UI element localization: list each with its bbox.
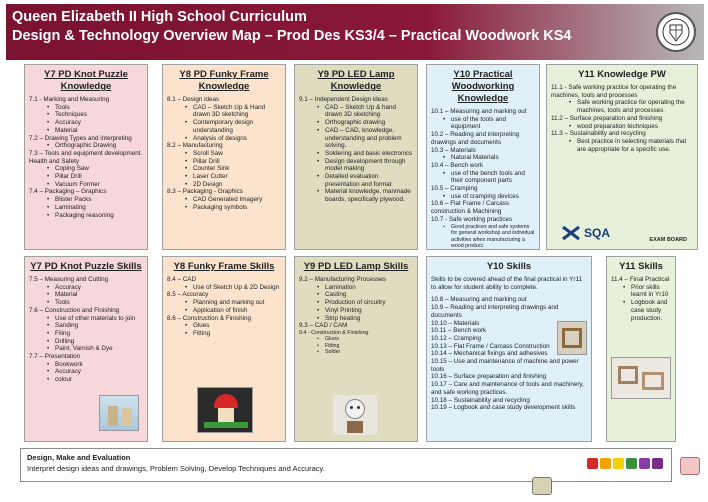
list-item: • Filing (29, 330, 143, 338)
subject-badge-icon (613, 458, 624, 469)
final-practical-photo (611, 357, 671, 399)
list-item: 10.4 – Bench work (431, 161, 484, 169)
list-item: 10.2 – Reading and interpreting drawings and documents (431, 131, 520, 146)
subject-badge-icon (626, 458, 637, 469)
y10-skills-card (426, 256, 592, 442)
list-item: • Glues (299, 336, 413, 343)
list-item: 11.4 – Final Practical (611, 276, 670, 283)
sqa-cross-icon (561, 225, 581, 241)
list-item: • CAD Generated Imagery (167, 196, 281, 204)
list-item: • Logbook and case study production. (611, 299, 671, 322)
subject-badge-icon (652, 458, 663, 469)
card-title: Y10 Skills (486, 261, 532, 272)
list-item: • Good practices and safe systems for general workshop and individual activities when manufacturing a wood product. (431, 224, 535, 250)
list-item: • Vacuum Former (29, 181, 143, 189)
list-item: • Best practice in selecting materials that are appropriate for a specific use. (551, 138, 693, 153)
list-item: • colour (29, 376, 143, 384)
list-item: 10.18 – Sustainability and recycling (431, 396, 530, 404)
list-item: • Casting (299, 291, 413, 299)
card-title: Y9 PD LED Lamp Knowledge (317, 69, 395, 92)
list-item: • Soldering and basic electronics (299, 150, 413, 158)
page-header (6, 4, 704, 60)
list-item: 10.7 - Safe working practices (431, 215, 513, 223)
list-item: 10.13 – Flat Frame / Carcass Construction (431, 342, 550, 350)
pink-square-icon (680, 457, 700, 475)
list-item: • Blister Packs (29, 196, 143, 204)
list-item: • Scroll Saw (167, 150, 281, 158)
list-item: 10.3 – Materials (431, 146, 476, 154)
list-item: 9.2 – Manufacturing Processes (299, 276, 386, 283)
list-item: • Orthographic Drawing (29, 142, 143, 150)
card-body (551, 84, 693, 153)
footer-panel (20, 448, 672, 482)
list-item: 10.19 – Logbook and case study development skills (431, 404, 576, 412)
list-item: • Detailed evaluation presentation and format (299, 173, 413, 188)
list-item: • Tools (29, 104, 143, 112)
list-item: 11.1 - Safe working practice for operating the machines, tools and processes (551, 84, 677, 99)
y9-knowledge-card (294, 64, 418, 250)
list-item: 7.1 - Marking and Measuring (29, 96, 110, 103)
y9-skills-card (294, 256, 418, 442)
list-item: • Laminating (29, 204, 143, 212)
subject-badge-icon (639, 458, 650, 469)
card-title: Y9 PD LED Lamp Skills (303, 261, 409, 272)
badge-row (587, 458, 663, 469)
list-item: • Safe working practice for operating the machines, tools and processes (551, 99, 693, 114)
card-title: Y7 PD Knot Puzzle Skills (30, 261, 142, 272)
list-item: • Laser Cutter (167, 173, 281, 181)
list-item: • Material (29, 291, 143, 299)
list-item: • CAD – Sketch Up & Hand drawn 3D sketching (167, 104, 281, 119)
list-item: 9.4 - Construction & Finishing (299, 329, 369, 336)
list-item: • CAD – CAD, knowledge, understanding and problem solving. (299, 127, 413, 150)
subject-badge-icon (600, 458, 611, 469)
list-item: 8.4 – CAD (167, 276, 197, 283)
list-item: 10.17 – Care and maintenance of tools and machinery, and safe working practices. (431, 381, 584, 396)
card-title: Y8 PD Funky Frame Knowledge (179, 69, 269, 92)
card-body (167, 96, 281, 212)
list-item: • Production of circuitry (299, 299, 413, 307)
list-item: • Sanding (29, 322, 143, 330)
card-body (299, 276, 413, 356)
list-item: • use of the tools and equipment (431, 116, 535, 131)
subject-badge-icon (587, 458, 598, 469)
card-body (29, 96, 143, 219)
sqa-logo (561, 225, 610, 241)
list-item: 8.6 – Construction & Finishing (167, 314, 252, 322)
list-item: • Drilling (29, 338, 143, 346)
list-item: • Glues (167, 322, 281, 330)
list-item: • Strip heating (299, 315, 413, 323)
list-item: • Material (29, 127, 143, 135)
list-item: 7.7 – Presentation (29, 353, 81, 361)
page-subtitle: Design & Technology Overview Map – Prod Des KS3/4 – Practical Woodwork KS4 (12, 28, 572, 44)
list-item: 8.5 – Accuracy (167, 291, 209, 299)
olive-square-icon (532, 477, 552, 495)
list-item: • Contemporary design understanding (167, 119, 281, 134)
list-item: • use of the bench tools and their component parts (431, 170, 535, 185)
sqa-text: SQA (584, 226, 611, 240)
list-item: 7.6 – Construction and Finishing (29, 306, 120, 314)
card-body (29, 276, 143, 384)
list-item: • Natural Materials (431, 154, 535, 162)
list-item: • Accuracy (29, 368, 143, 376)
card-title: Y11 Knowledge PW (578, 69, 666, 80)
list-item: 11.2 – Surface preparation and finishing (551, 114, 663, 122)
funky-frame-photo (197, 387, 253, 433)
list-item: • use of cramping devices (431, 193, 535, 201)
footer-description: Interpret design ideas and drawings, Problem Solving, Develop Techniques and Accuracy. (27, 464, 325, 473)
list-item: 11.3 – Sustainability and recycling (551, 130, 646, 138)
list-item: 7.5 – Measuring and Cutting (29, 276, 109, 283)
list-item: 9.3 – CAD / CAM (299, 322, 348, 330)
list-item: • Vinyl Printing (299, 307, 413, 315)
card-title: Y10 Practical Woodworking Knowledge (451, 69, 515, 104)
list-item: • Fitting (299, 343, 413, 350)
knot-puzzle-photo (99, 395, 139, 431)
list-item: • Prior skills learnt in Yr10 (611, 284, 671, 299)
list-item: • Analysis of designs (167, 135, 281, 143)
list-item: 10.11 – Bench work (431, 327, 487, 335)
card-body (611, 276, 671, 322)
list-item: 9.1 – Independent Design ideas (299, 96, 388, 103)
list-item: • Accuracy (29, 119, 143, 127)
list-item: • 2D Design (167, 181, 281, 189)
list-item: • Use of Sketch Up & 2D Design (167, 284, 281, 292)
exam-board-label: EXAM BOARD (649, 237, 687, 243)
list-item: • Accuracy (29, 284, 143, 292)
card-body (167, 276, 281, 338)
list-item: • Material knowledge, manmade boards, specifically plywood. (299, 188, 413, 203)
y8-knowledge-card (162, 64, 286, 250)
list-item: 10.14 – Mechanical fixings and adhesives (431, 350, 548, 358)
list-item: • Design development through model making (299, 158, 413, 173)
list-item: 7.4 – Packaging – Graphics (29, 188, 107, 196)
card-body (431, 108, 535, 250)
list-item: 10.16 – Surface preparation and finishing (431, 373, 547, 381)
list-item: 10.8 – Measuring and marking out (431, 296, 527, 304)
card-title: Y8 Funky Frame Skills (173, 261, 275, 272)
list-item: 10.1 – Measuring and marking out (431, 108, 527, 115)
list-item: • Fitting (167, 330, 281, 338)
list-item: • Application of finish (167, 307, 281, 315)
list-item: • Tools (29, 299, 143, 307)
list-item: 10.9 – Reading and interpreting drawings and documents (431, 304, 559, 319)
list-item: • Bookwork (29, 361, 143, 369)
list-item: 8.2 – Manufacturing (167, 142, 223, 150)
list-item: • Lamination (299, 284, 413, 292)
y11-knowledge-card (546, 64, 698, 250)
list-item: 8.1 – Design ideas (167, 96, 220, 103)
list-item: 10.15 – Use and maintenance of machine and power tools (431, 358, 579, 373)
card-body (299, 96, 413, 204)
footer-title: Design, Make and Evaluation (27, 453, 131, 462)
list-item: • Packaging reasoning (29, 212, 143, 220)
list-item: • Use of other materials to join (29, 315, 143, 323)
list-item: • Coping Saw (29, 165, 143, 173)
y7-knowledge-card (24, 64, 148, 250)
list-item: • wood preparation techniques (551, 123, 693, 131)
list-item: • Paint, Varnish & Dye (29, 345, 143, 353)
list-item: • Pillar Drill (167, 158, 281, 166)
woodwork-photo (557, 321, 587, 355)
card-title: Y7 PD Knot Puzzle Knowledge (44, 69, 128, 92)
list-item: 7.2 – Drawing Types and interpreting (29, 134, 132, 142)
list-item: • Orthographic drawing (299, 119, 413, 127)
card-title: Y11 Skills (619, 261, 663, 272)
list-item: 10.6 – Flat Frame / Carcass construction & Machining (431, 200, 510, 216)
list-item: • Pillar Drill (29, 173, 143, 181)
y10-knowledge-card (426, 64, 540, 250)
list-item: 10.5 – Cramping (431, 185, 478, 193)
list-item: 10.12 – Cramping (431, 334, 482, 342)
list-item: • Techniques (29, 111, 143, 119)
list-item: 10.10 – Materials (431, 319, 480, 327)
school-crest-icon (656, 12, 696, 52)
led-lamp-photo (333, 395, 377, 435)
list-item: • Solder (299, 349, 413, 356)
list-item: 8.3 – Packaging - Graphics (167, 188, 243, 196)
y11-skills-card (606, 256, 676, 442)
list-item: • Packaging symbols (167, 204, 281, 212)
y7-skills-card (24, 256, 148, 442)
y8-skills-card (162, 256, 286, 442)
list-item: • Counter Sink (167, 165, 281, 173)
list-item: • CAD – Sketch Up & hand drawn 3D sketching (299, 104, 413, 119)
list-item: 7.3 – Tools and equipment development. Health and Safety (29, 149, 143, 165)
y10-skills-intro: Skills to be covered ahead of the final practical in Yr11 to allow for student ability to complete. (431, 276, 582, 291)
list-item: • Planning and marking out (167, 299, 281, 307)
page-title: Queen Elizabeth II High School Curriculum (12, 9, 307, 25)
